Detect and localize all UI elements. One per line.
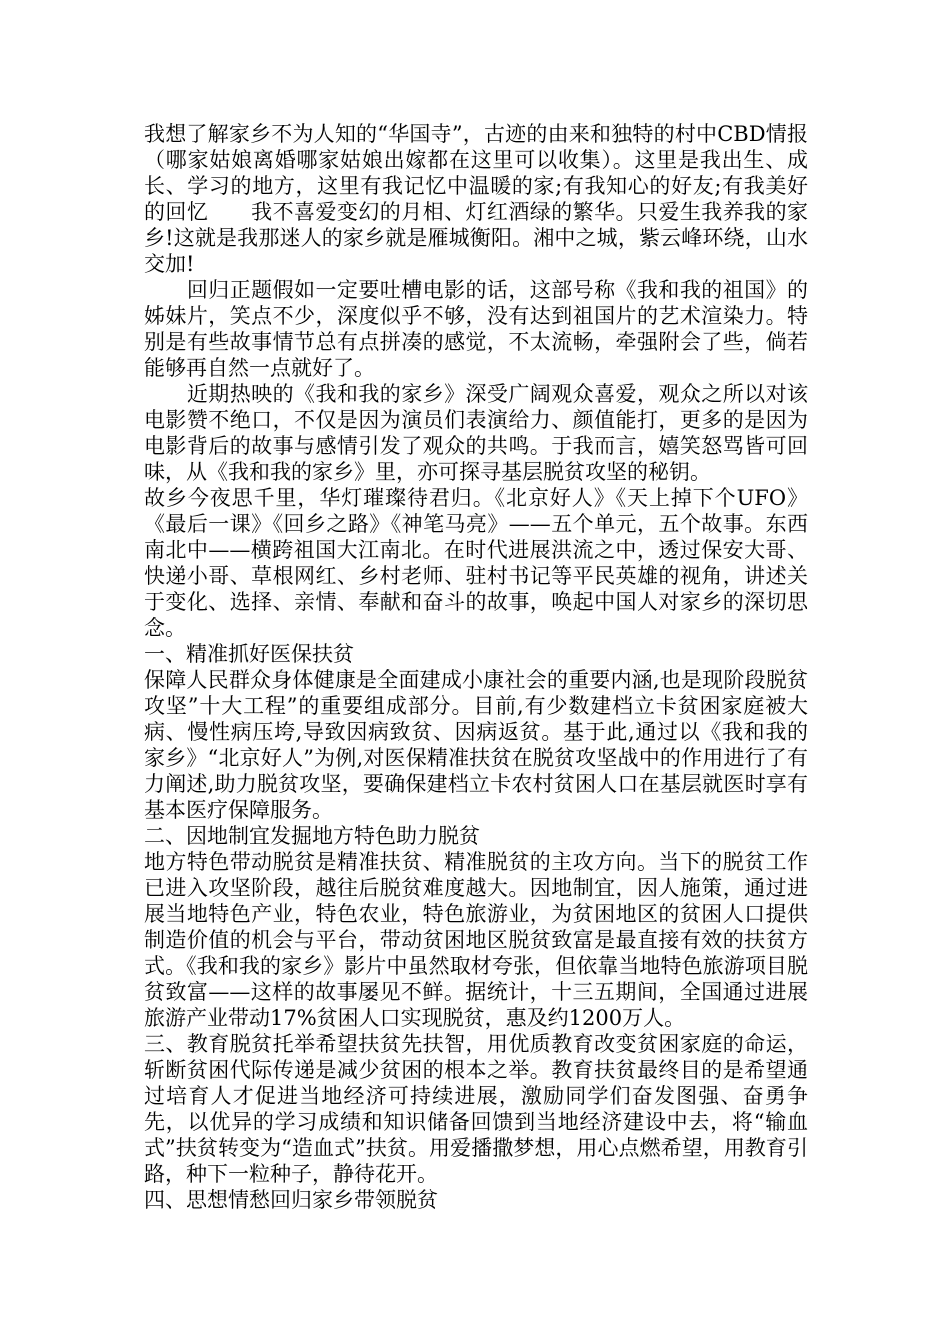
paragraph-education: 三、教育脱贫托举希望扶贫先扶智，用优质教育改变贫困家庭的命运，斩断贫困代际传递是减少贫困的根本之举。教育扶贫最终目的是希望通过培育人才促进当地经济可持续进展，激励同学们奋发图强、奋勇争先，以优异的学习成绩和知识储备回馈到当地经济建设中去，将“输血式”扶贫转变为“造血式”扶贫。用爱播撒梦想，用心点燃希望，用教育引路，种下一粒种子，静待花开。 [144, 1032, 808, 1186]
paragraph-film-critique: 回归正题假如一定要吐槽电影的话，这部号称《我和我的祖国》的姊妹片，笑点不少，深度似乎不够，没有达到祖国片的艺术渲染力。特别是有些故事情节总有点拼凑的感觉，不太流畅，牵强附会了些，倘若能够再自然一点就好了。 [144, 278, 808, 380]
paragraph-local-features: 地方特色带动脱贫是精准扶贫、精准脱贫的主攻方向。当下的脱贫工作已进入攻坚阶段，越往后脱贫难度越大。因地制宜，因人施策，通过进展当地特色产业，特色农业，特色旅游业，为贫困地区的贫困人口提供制造价值的机会与平台，带动贫困地区脱贫致富是最直接有效的扶贫方式。《我和我的家乡》影片中虽然取材夸张，但依靠当地特色旅游项目脱贫致富——这样的故事屡见不鲜。据统计，十三五期间，全国通过进展旅游产业带动17%贫困人口实现脱贫，惠及约1200万人。 [144, 850, 808, 1030]
paragraph-five-stories: 故乡今夜思千里，华灯璀璨待君归。《北京好人》《天上掉下个UFO》《最后一课》《回乡之路》《神笔马亮》——五个单元，五个故事。东西南北中——横跨祖国大江南北。在时代进展洪流之中，透过保安大哥、快递小哥、草根网红、乡村老师、驻村书记等平民英雄的视角，讲述关于变化、选择、亲情、奉献和奋斗的故事，唤起中国人对家乡的深切思念。 [144, 486, 808, 640]
paragraph-hometown-intro: 我想了解家乡不为人知的“华国寺”，古迹的由来和独特的村中CBD情报（哪家姑娘离婚哪家姑娘出嫁都在这里可以收集）。这里是我出生、成长、学习的地方，这里有我记忆中温暖的家;有我知心的好友;有我美好的回忆 我不喜爱变幻的月相、灯红酒绿的繁华。只爱生我养我的家乡!这就是我那迷人的家乡就是雁城衡阳。湘中之城，紫云峰环绕，山水交加! [144, 122, 808, 276]
document-body [144, 121, 808, 1213]
paragraph-medical-insurance: 保障人民群众身体健康是全面建成小康社会的重要内涵,也是现阶段脱贫攻坚”十大工程”的重要组成部分。目前,有少数建档立卡贫困家庭被大病、慢性病压垮,导致因病致贫、因病返贫。基于此,通过以《我和我的家乡》“北京好人”为例,对医保精准扶贫在脱贫攻坚战中的作用进行了有力阐述,助力脱贫攻坚，要确保建档立卡农村贫困人口在基层就医时享有基本医疗保障服务。 [144, 668, 808, 822]
section-heading-local-features: 二、因地制宜发掘地方特色助力脱贫 [144, 824, 480, 848]
section-heading-return-home: 四、思想情愁回归家乡带领脱贫 [144, 1188, 438, 1212]
section-heading-medical-insurance: 一、精准抓好医保扶贫 [144, 642, 354, 666]
paragraph-film-popularity: 近期热映的《我和我的家乡》深受广阔观众喜爱，观众之所以对该电影赞不绝口，不仅是因为演员们表演给力、颜值能打，更多的是因为电影背后的故事与感情引发了观众的共鸣。于我而言，嬉笑怒骂皆可回味，从《我和我的家乡》里，亦可探寻基层脱贫攻坚的秘钥。 [144, 382, 808, 484]
